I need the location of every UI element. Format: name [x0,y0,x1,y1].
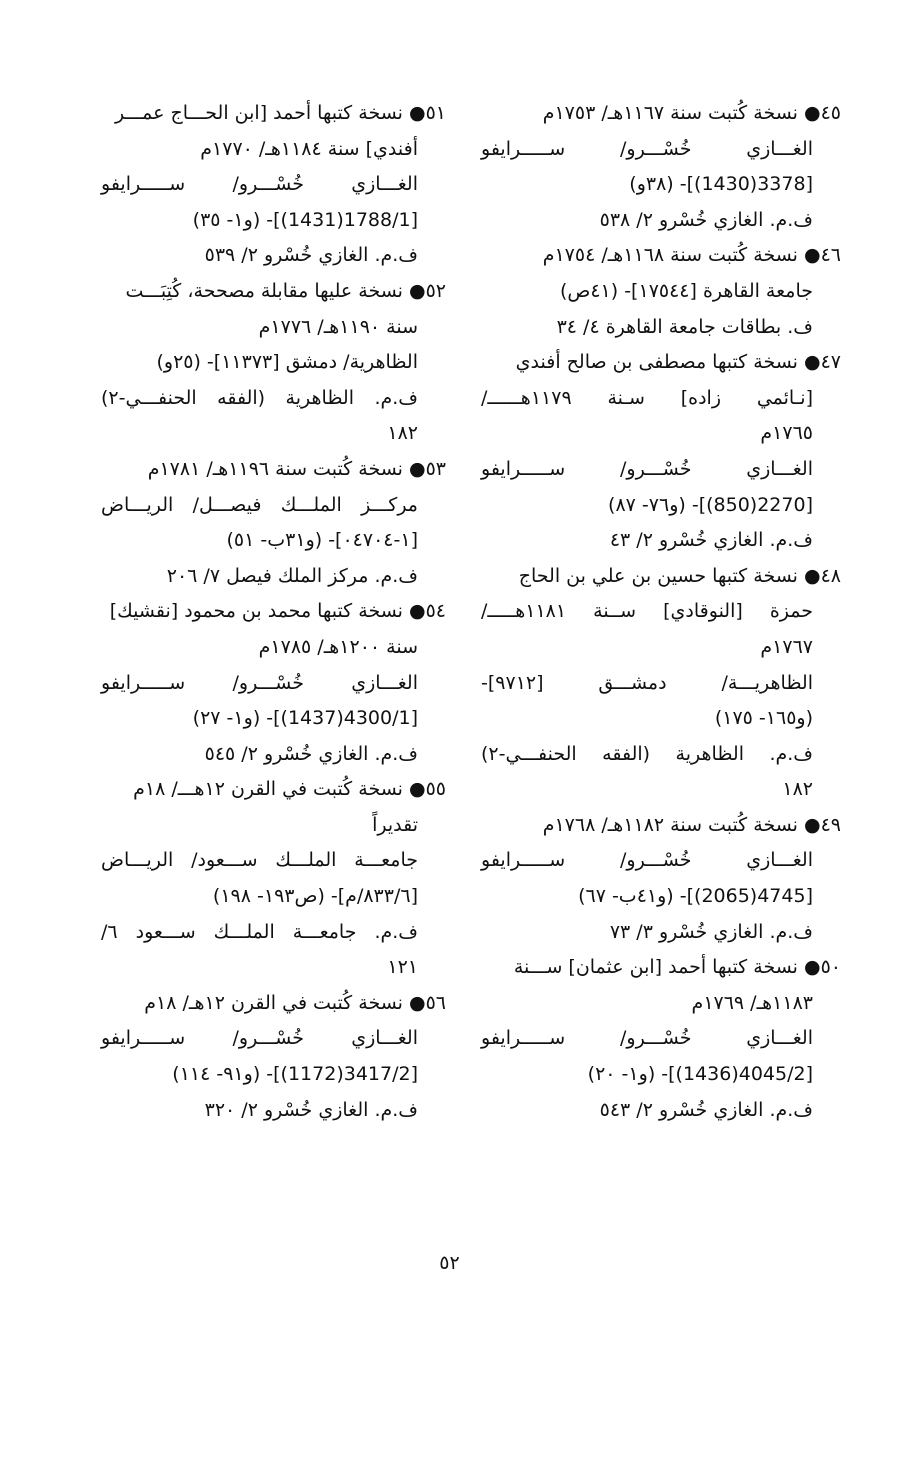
entry-heading: ٥٦● نسخة كُتبت في القرن ١٢هـ/ ١٨م [144,991,446,1014]
entry-heading: ٤٧● نسخة كتبها مصطفى بن صالح أفندي [515,351,841,374]
entry-shelfmark: [4745(2065)]- (و٤١ب- ٦٧) [578,885,813,908]
entry-catalog-reference: ف.م. الغازي خُسْرو ٢/ ٣٢٠ [204,1098,418,1121]
entry-catalog-page: ١٨٢ [782,778,813,801]
entry-library: جامعـــة الملـــك ســـعود/ الريـــاض [101,849,418,872]
manuscript-entry-46 [481,238,841,345]
entry-shelfmark: [4300/1(1437)]- (و١- ٢٧) [192,707,418,730]
right-column [481,96,841,1128]
entry-library: الغـــازي خُسْـــرو/ ســـــرايفو [481,457,813,480]
entry-catalog-reference: ف.م. الغازي خُسْرو ٢/ ٥٤٥ [204,742,418,765]
entry-heading: ٤٥● نسخة كُتبت سنة ١١٦٧هـ/ ١٧٥٣م [542,102,841,124]
entry-date-continued: ١١٨٣هـ/ ١٧٦٩م [691,991,813,1014]
manuscript-entry-50 [481,950,841,1128]
entry-catalog-reference: ف.م. الغازي خُسْرو ٢/ ٤٣ [609,529,813,552]
manuscript-entry-49 [481,808,841,950]
entry-heading-continued: [نـائمي زاده] سـنة ١١٧٩هــــــ/ [481,386,813,409]
entry-library: مركـــز الملـــك فيصـــل/ الريـــاض [101,493,418,516]
entry-library: الظاهريـــة/ دمشـــق [٩٧١٢]- [481,671,813,694]
entry-library: الغـــازي خُسْـــرو/ ســـــرايفو [481,849,813,872]
entry-date-continued: سنة ١٢٠٠هـ/ ١٧٨٥م [258,635,418,658]
entry-catalog-reference: ف.م. الغازي خُسْرو ٢/ ٥٣٩ [204,244,418,267]
entry-library: الظاهرية/ دمشق [١١٣٧٣]- (٢٥و) [156,351,418,374]
entry-shelfmark: [2270(850)]- (و٧٦- ٨٧) [608,493,813,516]
entry-catalog-reference: ف.م. الغازي خُسْرو ٣/ ٧٣ [609,920,813,943]
entry-shelfmark: (و١٦٥- ١٧٥) [714,707,813,730]
entry-shelfmark: [١-٠٤٧٠٤]- (و٣١ب- ٥١) [226,529,418,552]
manuscript-entry-51 [101,96,446,274]
entry-heading: ٥٢● نسخة عليها مقابلة مصححة، كُتِبَـــت [125,279,446,302]
page-number: ٥٢ [439,1252,460,1274]
entry-catalog-reference: ف.م. جامعـــة الملـــك ســـعود ٦/ [101,920,418,943]
entry-date-continued: ١٧٦٧م [760,635,813,658]
entry-shelfmark: [4045/2(1436)]- (و١- ٢٠) [587,1063,813,1086]
manuscript-entry-53 [101,452,446,594]
entry-heading: ٥٣● نسخة كُتبت سنة ١١٩٦هـ/ ١٧٨١م [147,457,446,480]
entry-shelfmark: [1788/1(1431)]- (و١- ٣٥) [192,208,418,231]
entry-heading: ٥٤● نسخة كتبها محمد بن محمود [نقشيك] [109,600,446,623]
entry-date-continued: تقديراً [372,813,418,836]
manuscript-entry-55 [101,772,446,986]
entry-catalog-page: ١٢١ [387,956,418,979]
entry-date-continued: ١٧٦٥م [760,422,813,445]
entry-catalog-reference: ف. بطاقات جامعة القاهرة ٤/ ٣٤ [556,315,813,338]
entry-catalog-reference: ف.م. الغازي خُسْرو ٢/ ٥٣٨ [599,208,813,231]
entry-heading: ٤٦● نسخة كُتبت سنة ١١٦٨هـ/ ١٧٥٤م [542,244,841,267]
entry-catalog-reference: ف.م. الغازي خُسْرو ٢/ ٥٤٣ [599,1098,813,1121]
entry-catalog-page: ١٨٢ [387,422,418,445]
manuscript-entry-47 [481,345,841,559]
entry-heading-continued: حمزة [النوقادي] ســنة ١١٨١هـــــ/ [481,600,813,623]
manuscript-entry-54 [101,594,446,772]
manuscript-entry-56 [101,986,446,1128]
entry-shelfmark: [3378(1430)]- (٣٨و) [629,173,813,196]
entry-date-continued: سنة ١١٩٠هـ/ ١٧٧٦م [258,315,418,338]
entry-heading: ٥٥● نسخة كُتبت في القرن ١٢هـــ/ ١٨م [133,778,446,801]
entry-shelfmark: [3417/2(1172)]- (و٩١- ١١٤) [172,1063,418,1086]
manuscript-entry-48 [481,559,841,808]
entry-shelfmark: [٨٣٣/٦/م]- (ص١٩٣- ١٩٨) [212,885,418,908]
entry-library: الغـــازي خُسْـــرو/ ســـــرايفو [101,671,418,694]
manuscript-entry-45 [481,96,841,238]
entry-library: الغـــازي خُسْـــرو/ ســـــرايفو [481,137,813,160]
entry-catalog-reference: ف.م. مركز الملك فيصل ٧/ ٢٠٦ [166,564,418,587]
manuscript-entry-52 [101,274,446,452]
entry-catalog-reference: ف.م. الظاهرية (الفقه الحنفـــي-٢) [481,742,813,765]
entry-heading: ٥٠● نسخة كتبها أحمد [ابن عثمان] ســـنة [513,956,841,979]
entry-catalog-reference: ف.م. الظاهرية (الفقه الحنفـــي-٢) [101,386,418,409]
left-column [101,96,446,1128]
entry-heading-continued: أفندي] سنة ١١٨٤هـ/ ١٧٧٠م [200,137,418,160]
entry-library: جامعة القاهرة [١٧٥٤٤]- (٤١ص) [559,279,813,302]
entry-heading: ٥١● نسخة كتبها أحمد [ابن الحـــاج عمـــر [115,102,446,124]
entry-library: الغـــازي خُسْـــرو/ ســـــرايفو [481,1027,813,1050]
entry-library: الغـــازي خُسْـــرو/ ســـــرايفو [101,1027,418,1050]
entry-heading: ٤٩● نسخة كُتبت سنة ١١٨٢هـ/ ١٧٦٨م [542,813,841,836]
entry-heading: ٤٨● نسخة كتبها حسين بن علي بن الحاج [518,564,841,587]
entry-library: الغـــازي خُسْـــرو/ ســـــرايفو [101,173,418,196]
